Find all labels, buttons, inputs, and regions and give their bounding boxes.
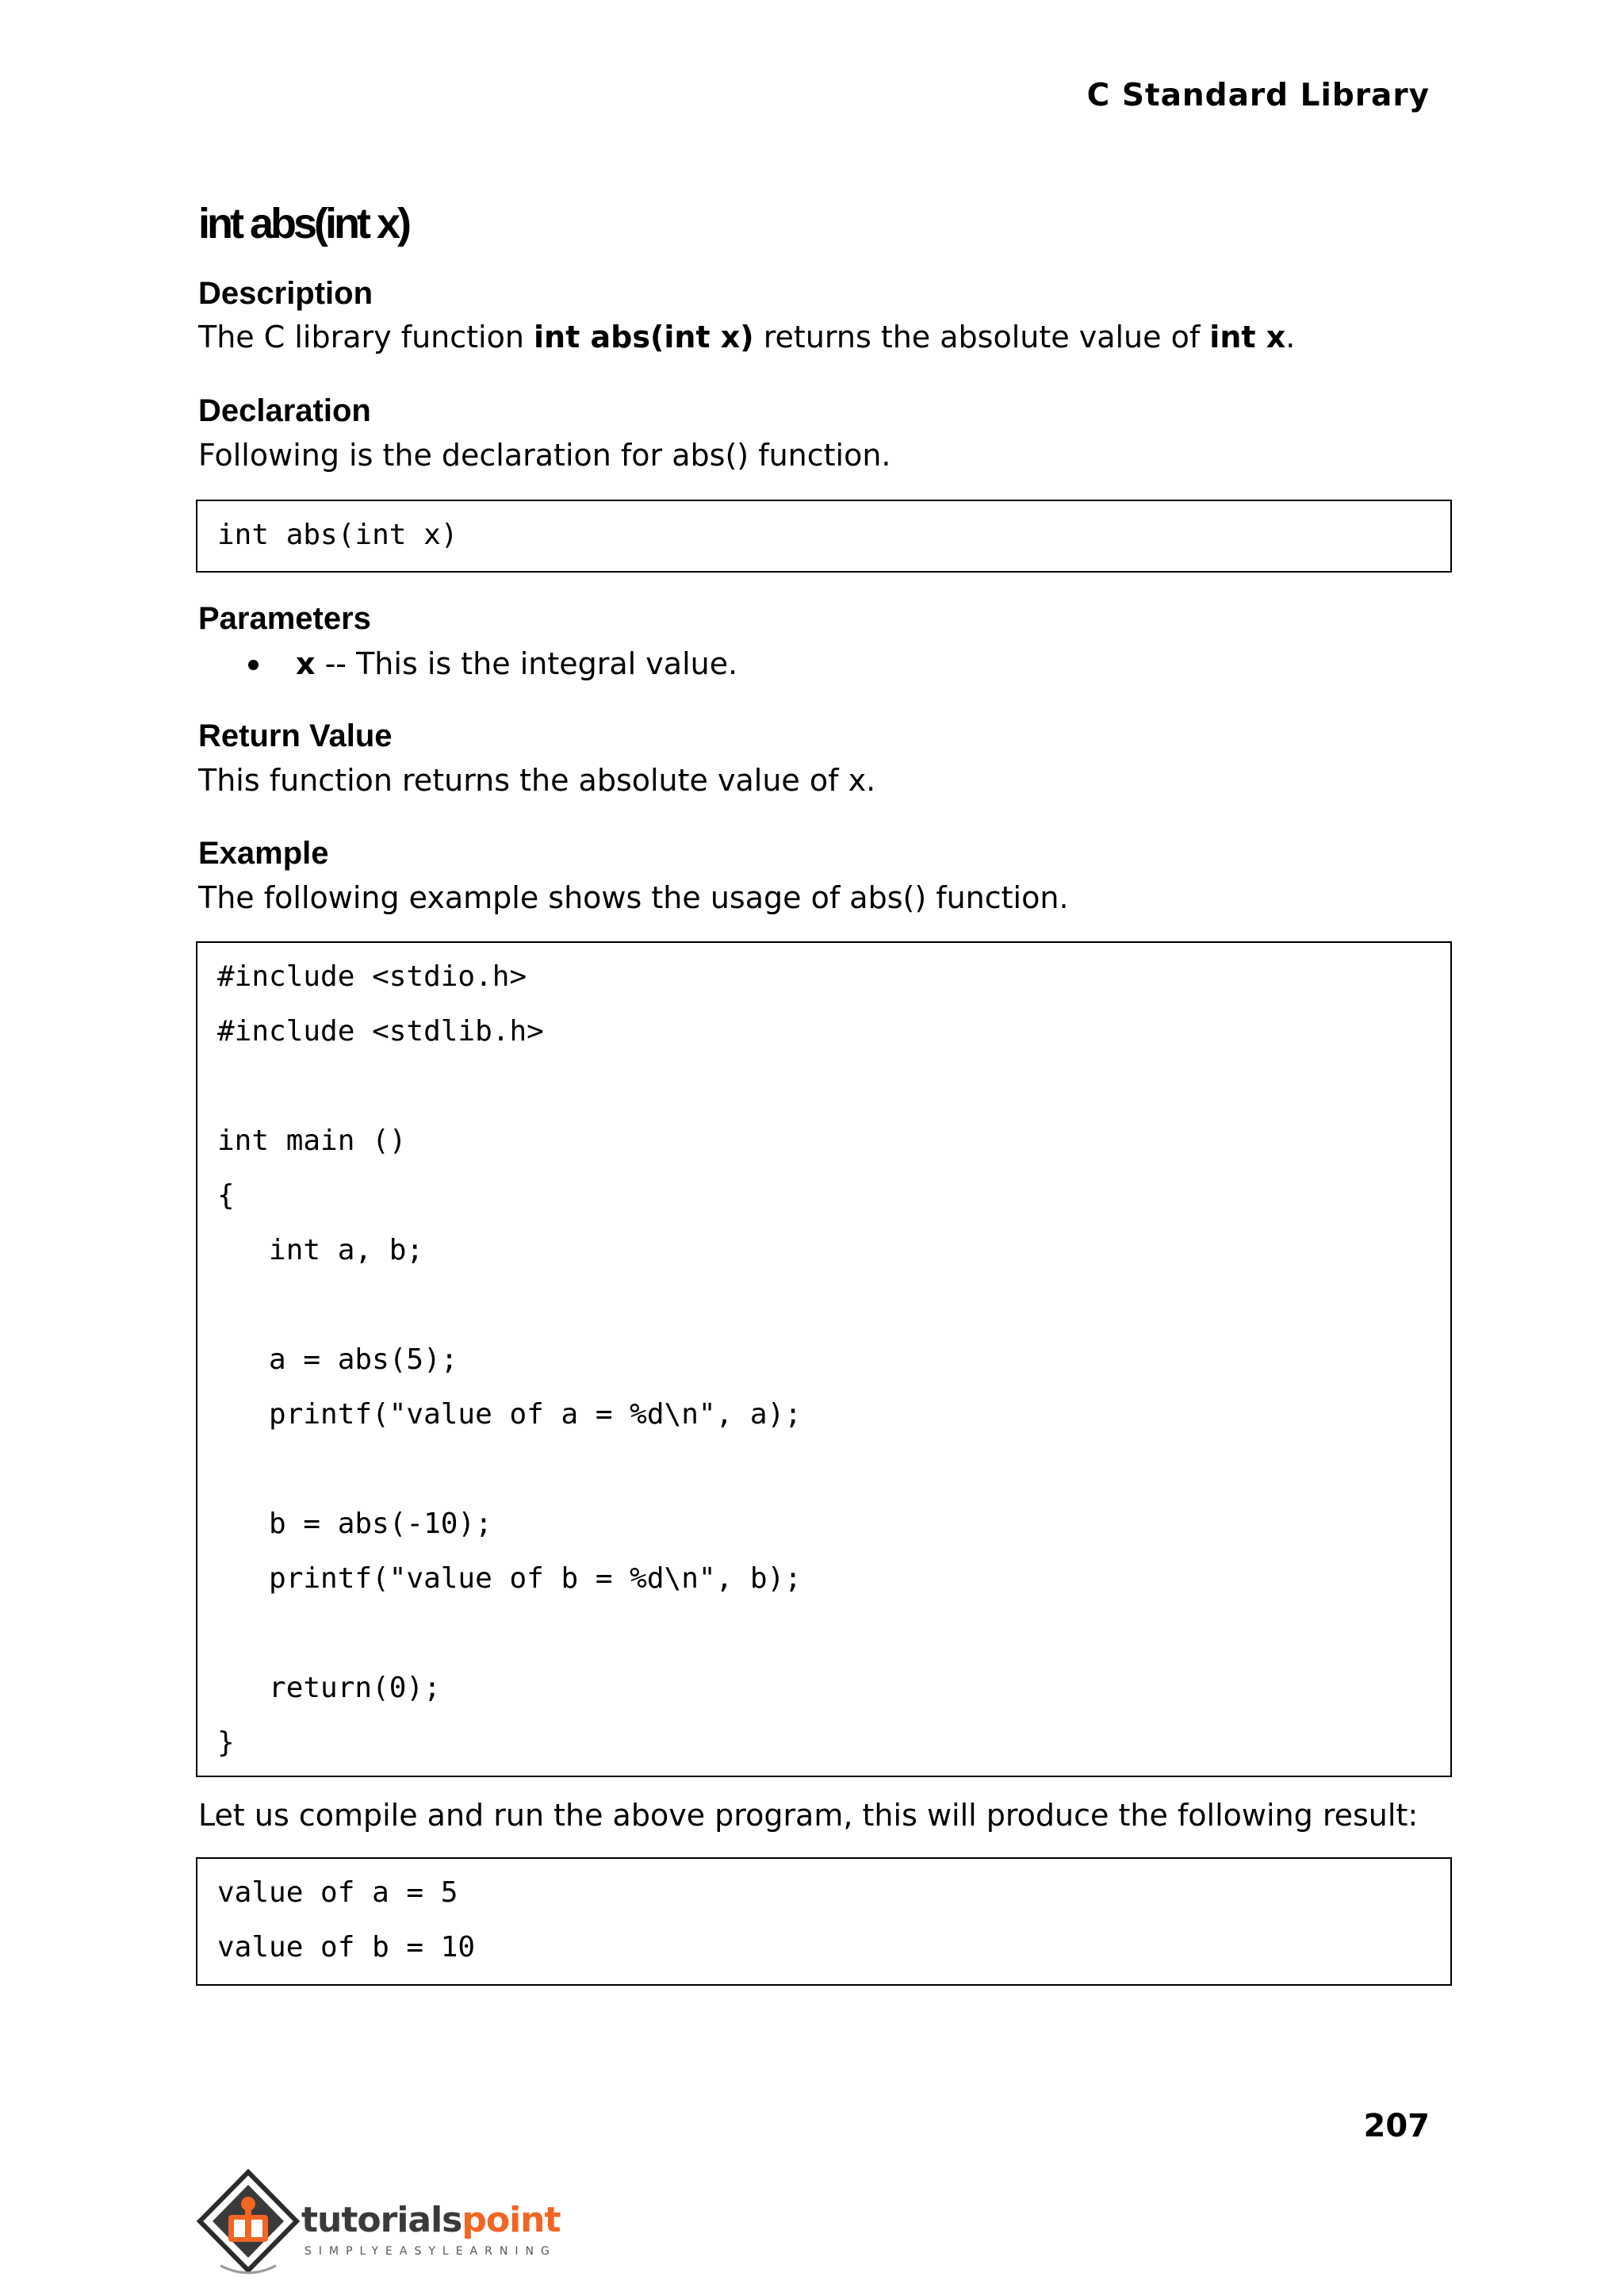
page-number: 207 — [1363, 2108, 1430, 2144]
logo-mark-icon — [197, 2169, 300, 2280]
running-header: C Standard Library — [1086, 78, 1430, 113]
output-line: value of a = 5 — [217, 1876, 458, 1909]
return-value-heading: Return Value — [198, 718, 393, 753]
return-value-text: This function returns the absolute value of x. — [198, 763, 876, 798]
example-heading: Example — [198, 836, 329, 871]
example-code-box — [196, 941, 1452, 1777]
code-line: int main () — [217, 1125, 407, 1157]
code-line: a = abs(5); — [217, 1343, 458, 1376]
result-intro-text: Let us compile and run the above program, this will produce the following result: — [198, 1798, 1419, 1833]
parameter-description: -- This is the integral value. — [315, 646, 738, 681]
output-line: value of b = 10 — [217, 1931, 476, 1964]
description-bold-arg: int x — [1209, 320, 1286, 354]
code-line: { — [217, 1179, 235, 1212]
parameters-heading: Parameters — [198, 601, 371, 636]
logo-tagline: SIMPLYEASYLEARNING — [304, 2245, 557, 2258]
declaration-heading: Declaration — [198, 393, 371, 428]
code-line: #include <stdio.h> — [217, 960, 527, 993]
declaration-text: Following is the declaration for abs() function. — [198, 438, 891, 473]
code-line: return(0); — [217, 1672, 441, 1704]
bullet-icon — [248, 660, 259, 670]
declaration-code-box — [196, 500, 1452, 573]
description-bold-function: int abs(int x) — [534, 320, 754, 354]
parameter-name: x — [296, 646, 316, 681]
description-heading: Description — [198, 276, 373, 311]
code-line: b = abs(-10); — [217, 1508, 492, 1540]
description-text: The C library function int abs(int x) returns the absolute value of int x. — [198, 320, 1296, 354]
code-line: printf("value of b = %d\n", b); — [217, 1562, 802, 1595]
logo-wordmark: tutorialspoint — [301, 2200, 561, 2240]
tutorialspoint-logo — [197, 2169, 577, 2280]
page-title: int abs(int x) — [198, 200, 408, 247]
declaration-code-line: int abs(int x) — [217, 519, 458, 551]
code-line: #include <stdlib.h> — [217, 1015, 544, 1048]
example-text: The following example shows the usage of abs() function. — [198, 880, 1069, 915]
code-line: printf("value of a = %d\n", a); — [217, 1398, 802, 1431]
code-line: } — [217, 1726, 235, 1759]
output-code-box — [196, 1857, 1452, 1986]
code-line: int a, b; — [217, 1234, 424, 1266]
